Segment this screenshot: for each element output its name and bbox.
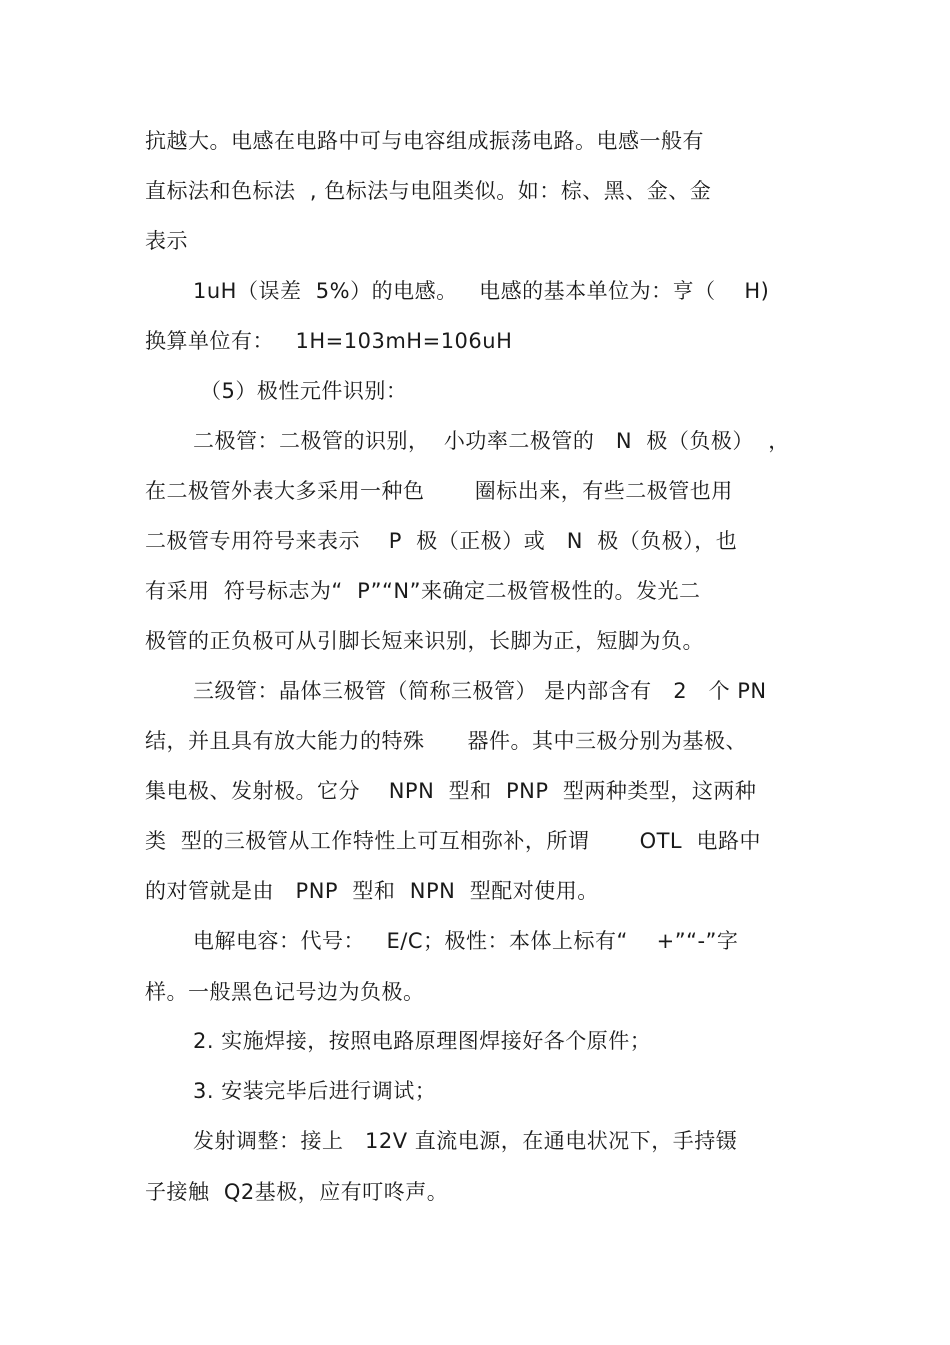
text-line-12: 三级管：晶体三极管（简称三极管） 是内部含有 2 个 PN: [193, 679, 767, 703]
text-line-3: 表示: [145, 229, 188, 253]
text-line-5: 换算单位有： 1H=103mH=106uH: [145, 329, 513, 353]
step-3-line: 3. 安装完毕后进行调试；: [193, 1079, 437, 1103]
text-line-13: 结，并且具有放大能力的特殊 器件。其中三极分别为基极、: [145, 729, 748, 753]
text-line-9: 二极管专用符号来表示 P 极（正极）或 N 极（负极），也: [145, 529, 738, 553]
text-line-4: 1uH（误差 5%）的电感。 电感的基本单位为：亨（ H): [193, 279, 770, 303]
text-line-11: 极管的正负极可从引脚长短来识别，长脚为正，短脚为负。: [145, 629, 704, 653]
text-line-21: 发射调整：接上 12V 直流电源，在通电状况下，手持镊: [193, 1129, 738, 1153]
text-line-14: 集电极、发射极。它分 NPN 型和 PNP 型两种类型，这两种: [145, 779, 757, 803]
text-line-2: 直标法和色标法 , 色标法与电阻类似。如：棕、黑、金、金: [145, 179, 712, 203]
text-line-7: 二极管：二极管的识别， 小功率二极管的 N 极（负极） ，: [193, 429, 790, 453]
section-heading: （5）极性元件识别：: [200, 379, 408, 403]
text-line-1: 抗越大。电感在电路中可与电容组成振荡电路。电感一般有: [145, 129, 704, 153]
step-2-line: 2. 实施焊接，按照电路原理图焊接好各个原件；: [193, 1029, 652, 1053]
text-line-16: 的对管就是由 PNP 型和 NPN 型配对使用。: [145, 879, 599, 903]
text-line-22: 子接触 Q2基极，应有叮咚声。: [145, 1180, 449, 1204]
text-line-10: 有采用 符号标志为“ P”“N”来确定二极管极性的。发光二: [145, 579, 701, 603]
text-line-17: 电解电容：代号： E/C；极性：本体上标有“ +”“-”字: [193, 929, 739, 953]
text-line-18: 样。一般黑色记号边为负极。: [145, 980, 425, 1004]
text-line-8: 在二极管外表大多采用一种色 圈标出来，有些二极管也用: [145, 479, 733, 503]
text-line-15: 类 型的三极管从工作特性上可互相弥补，所谓 OTL 电路中: [145, 829, 761, 853]
